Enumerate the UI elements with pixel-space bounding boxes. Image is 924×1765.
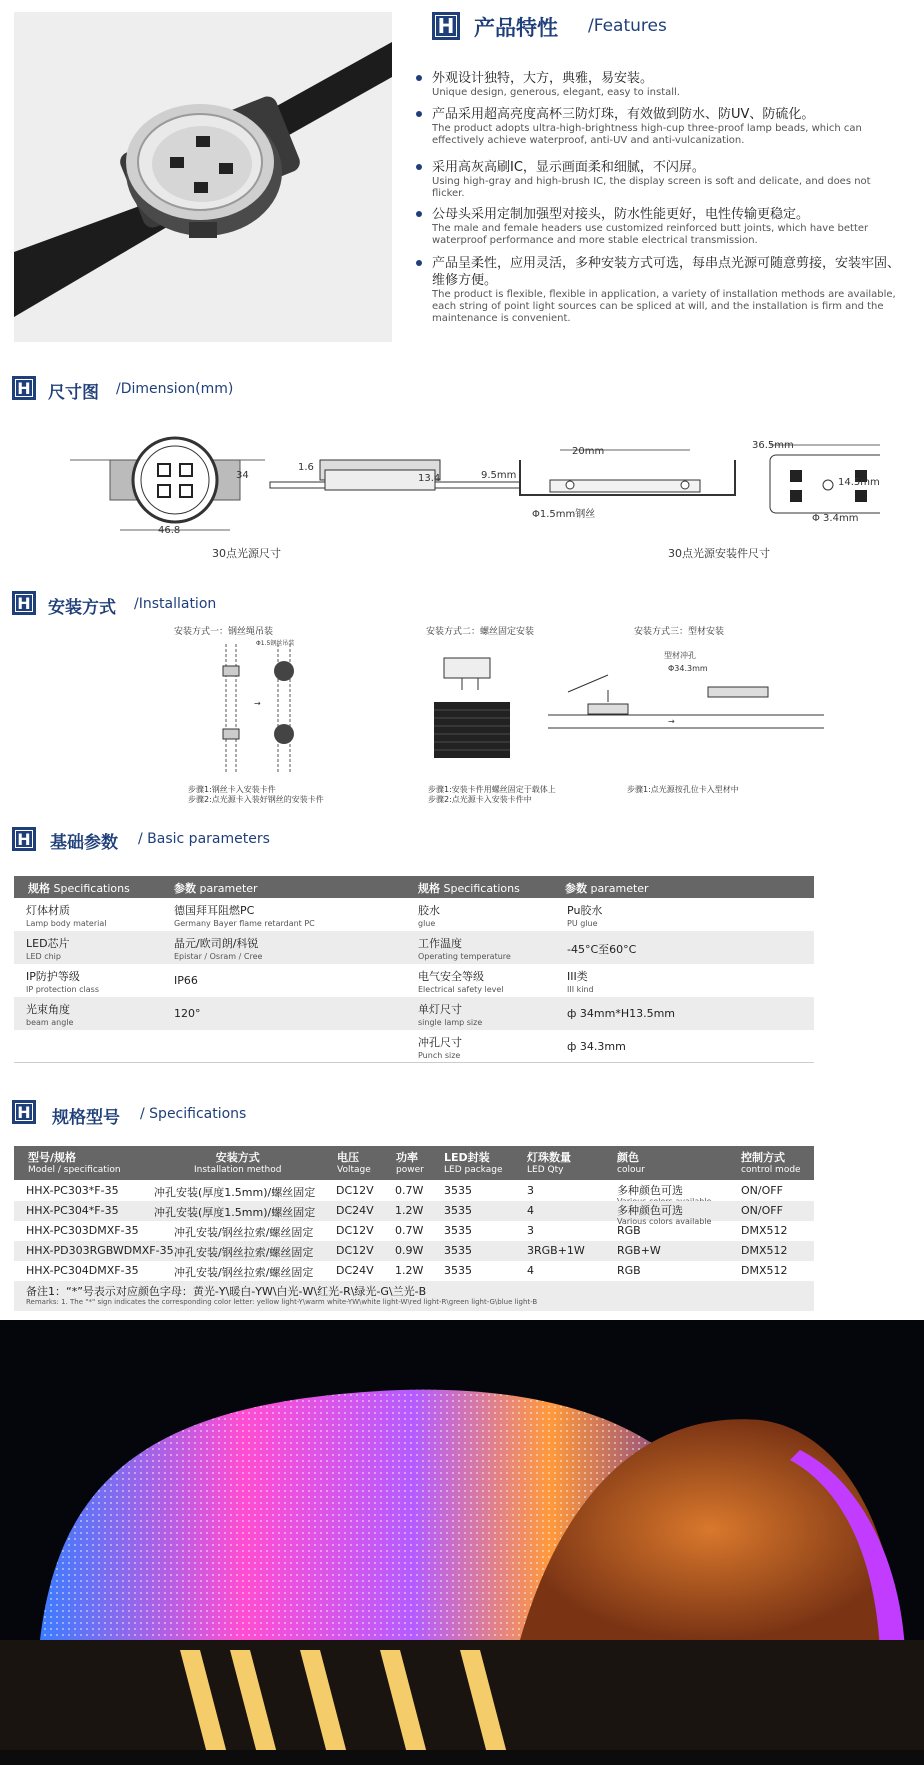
h-logo-icon: H (12, 827, 36, 851)
specs-remark: 备注1：“*”号表示对应颜色字母：黄光-Y\暖白-YW\白光-W\红光-R\绿光-G\兰光-B Remarks: 1. The "*" sign indicates the corresponding color letter: yellow light-Y\warm white-YW\white light-W\red light-R\green light-G\blue light-B (14, 1281, 814, 1311)
table-row: 光束角度 beam angle 120° 单灯尺寸 single lamp size ф 34mm*H13.5mm (14, 997, 814, 1030)
feature-item: 产品采用超高亮度高杯三防灯珠，有效做到防水、防UV、防硫化。 The product adopts ultra-high-brightness high-cup three-proof lamp beads, which can effectively achieve waterproof, anti-UV and anti-vulcanization. (432, 106, 902, 147)
install-method-3-drawing (548, 670, 824, 735)
dimension-caption-right: 30点光源安装件尺寸 (668, 547, 770, 560)
dimension-title: 尺寸图 (48, 383, 99, 403)
install-method-1-title: 安装方式一：钢丝绳吊装 (174, 627, 274, 637)
dim-label-34: 34 (236, 470, 249, 481)
table-row: HHX-PC304DMXF-35 冲孔安装/钢丝拉索/螺丝固定 DC24V 1.2W 3535 4 RGB DMX512 (26, 1264, 788, 1279)
basic-table-header: 规格 Specifications 参数 parameter 规格 Specifications 参数 parameter (14, 876, 814, 898)
dim-label-wire: Φ1.5mm钢丝 (532, 509, 596, 520)
svg-text:→: → (668, 717, 675, 726)
table-row: IP防护等级 IP protection class IP66 电气安全等级 Electrical safety level III类 III kind (26, 970, 594, 994)
dim-label-14-5: 14.5mm (838, 477, 880, 488)
h-logo-icon: H (12, 591, 36, 615)
install-method-3-step1: 步骤1:点光源按孔位卡入型材中 (627, 785, 739, 794)
h-logo-icon: H (432, 12, 460, 40)
specs-title: 规格型号 (52, 1108, 120, 1128)
install-method-1-drawing (218, 644, 308, 774)
feature-item: 采用高灰高刷IC，显示画面柔和细腻，不闪屏。 Using high-gray and high-brush IC, the display screen is soft and delicate, and does not flicker. (432, 159, 902, 200)
h-logo-icon: H (12, 376, 36, 400)
dim-label-13-4: 13.4 (418, 473, 441, 484)
table-row: HHX-PC303DMXF-35 冲孔安装/钢丝拉索/螺丝固定 DC12V 0.7W 3535 3 RGB DMX512 (26, 1224, 788, 1239)
table-row: 灯体材质 Lamp body material 德国拜耳阻燃PC Germany Bayer flame retardant PC 胶水 glue Pu胶水 PU glue (26, 904, 603, 928)
dim-label-1-6: 1.6 (298, 462, 314, 473)
dim-label-9-5: 9.5mm (481, 470, 517, 481)
table-row: LED芯片 LED chip 晶元/欧司朗/科锐 Epistar / Osram / Cree 工作温度 Operating temperature -45°C至60°C (14, 931, 814, 964)
specs-title-en: / Specifications (140, 1106, 247, 1122)
feature-item: 公母头采用定制加强型对接头，防水性能更好，电性传输更稳定。 The male and female headers use customized reinforced butt joints, which have better waterproof performance and more stable electrical transmission. (432, 206, 902, 247)
install-method-1-step2: 步骤2:点光源卡入装好钢丝的安装卡件 (188, 795, 324, 804)
install-method-2-step2: 步骤2:点光源卡入安装卡件中 (428, 795, 532, 804)
features-title: 产品特性 (474, 16, 558, 40)
specs-table-header: 型号/规格 Model / specification 安装方式 Installation method 电压 Voltage 功率 power LED封装 LED package 灯珠数量 LED Qty 颜色 colour 控制方式 control mode (14, 1146, 814, 1180)
dim-label-46-8: 46.8 (158, 525, 181, 536)
dim-label-20mm: 20mm (572, 446, 605, 457)
table-row: HHX-PD303RGBWDMXF-35 冲孔安装/钢丝拉索/螺丝固定 DC12V 0.9W 3535 3RGB+1W RGB+W DMX512 (14, 1241, 814, 1261)
install-method-2-step1: 步骤1:安装卡件用螺丝固定于载体上 (428, 785, 556, 794)
install-method-3-note1: 型材冲孔 (664, 651, 696, 660)
install-method-3-note2: Φ34.3mm (668, 664, 708, 673)
table-row: HHX-PC303*F-35 冲孔安装(厚度1.5mm)/螺丝固定 DC12V 0.7W 3535 3 多种颜色可选 ON/OFF (26, 1184, 783, 1199)
table-row: HHX-PC304*F-35 冲孔安装(厚度1.5mm)/螺丝固定 DC24V 1.2W 3535 4 多种颜色可选 Various colors available ON/OFF (14, 1201, 814, 1221)
svg-text:→: → (254, 699, 261, 708)
dim-label-3-4: Φ 3.4mm (812, 513, 859, 524)
table-row: 冲孔尺寸 Punch size ф 34.3mm (14, 1030, 814, 1063)
install-method-1-note: Φ1.5钢丝吊装 (256, 640, 295, 647)
installation-title: 安装方式 (48, 598, 116, 618)
basic-title: 基础参数 (50, 833, 118, 853)
install-method-2-drawing (432, 656, 512, 758)
dimension-caption-left: 30点光源尺寸 (212, 547, 281, 560)
feature-item: 产品呈柔性，应用灵活，多种安装方式可选，每串点光源可随意剪接，安装牢固、维修方便。 The product is flexible, flexible in application, a variety of installation methods are available, each string of point light sources can be spliced at will, and the installation is firm and the maintenance is convenient. (432, 256, 901, 324)
install-method-3-title: 安装方式三：型材安装 (634, 627, 725, 637)
product-photo (14, 12, 392, 342)
feature-item: 外观设计独特，大方，典雅，易安装。 Unique design, generous, elegant, easy to install. (432, 70, 902, 99)
install-method-1-step1: 步骤1:钢丝卡入安装卡件 (188, 785, 276, 794)
features-title-en: /Features (588, 16, 667, 36)
h-logo-icon: H (12, 1100, 36, 1124)
dim-label-36-5: 36.5mm (752, 440, 794, 451)
install-method-2-title: 安装方式二：螺丝固定安装 (426, 627, 535, 637)
installation-title-en: /Installation (134, 596, 217, 612)
basic-title-en: / Basic parameters (138, 831, 270, 847)
application-photo (0, 1320, 924, 1765)
dimension-title-en: /Dimension(mm) (116, 381, 234, 397)
